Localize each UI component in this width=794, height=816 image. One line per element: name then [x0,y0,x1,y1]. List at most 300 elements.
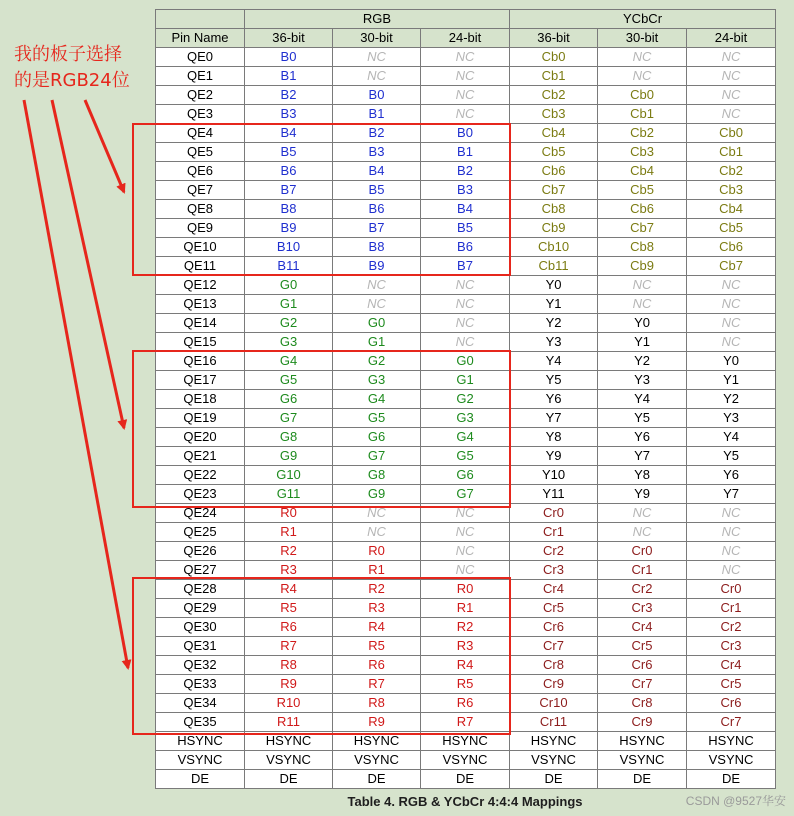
cell-rgb-30bit: R9 [333,713,421,732]
cell-ycbcr-30bit: VSYNC [598,751,687,770]
cell-rgb-36bit: DE [245,770,333,789]
table-row [156,238,776,257]
cell-ycbcr-36bit: Cb9 [510,219,598,238]
table-row [156,656,776,675]
cell-rgb-36bit: B8 [245,200,333,219]
cell-ycbcr-30bit: NC [598,48,687,67]
cell-rgb-24bit: G0 [421,352,510,371]
cell-rgb-30bit: G1 [333,333,421,352]
cell-rgb-36bit: B9 [245,219,333,238]
table-row [156,67,776,86]
table-row [156,618,776,637]
cell-rgb-36bit: G9 [245,447,333,466]
table-row [156,257,776,276]
cell-rgb-30bit: G3 [333,371,421,390]
cell-rgb-30bit: G8 [333,466,421,485]
cell-rgb-24bit: NC [421,295,510,314]
cell-rgb-24bit: B6 [421,238,510,257]
cell-ycbcr-30bit: HSYNC [598,732,687,751]
cell-ycbcr-30bit: Cr2 [598,580,687,599]
cell-rgb-30bit: R8 [333,694,421,713]
cell-rgb-30bit: R0 [333,542,421,561]
cell-rgb-36bit: B7 [245,181,333,200]
cell-rgb-24bit: G3 [421,409,510,428]
cell-rgb-24bit: R3 [421,637,510,656]
table-row [156,466,776,485]
cell-rgb-30bit: NC [333,276,421,295]
cell-pin-name: QE13 [156,295,245,314]
cell-ycbcr-36bit: Y8 [510,428,598,447]
cell-rgb-30bit: R5 [333,637,421,656]
cell-rgb-36bit: R3 [245,561,333,580]
cell-ycbcr-24bit: Cr5 [687,675,776,694]
cell-ycbcr-36bit: Y3 [510,333,598,352]
cell-rgb-24bit: B4 [421,200,510,219]
cell-pin-name: QE20 [156,428,245,447]
cell-rgb-24bit: R2 [421,618,510,637]
cell-ycbcr-30bit: Y7 [598,447,687,466]
cell-rgb-36bit: G11 [245,485,333,504]
table-row [156,181,776,200]
cell-rgb-36bit: G1 [245,295,333,314]
cell-rgb-30bit: DE [333,770,421,789]
cell-rgb-30bit: B1 [333,105,421,124]
cell-rgb-36bit: B1 [245,67,333,86]
cell-rgb-36bit: G6 [245,390,333,409]
cell-rgb-24bit: NC [421,333,510,352]
cell-pin-name: QE10 [156,238,245,257]
cell-rgb-30bit: NC [333,48,421,67]
table-row [156,770,776,789]
cell-rgb-30bit: B5 [333,181,421,200]
cell-ycbcr-36bit: Y9 [510,447,598,466]
cell-ycbcr-36bit: Y1 [510,295,598,314]
cell-rgb-24bit: DE [421,770,510,789]
cell-rgb-30bit: G2 [333,352,421,371]
cell-rgb-24bit: G5 [421,447,510,466]
cell-rgb-30bit: HSYNC [333,732,421,751]
cell-pin-name: QE16 [156,352,245,371]
cell-rgb-30bit: G4 [333,390,421,409]
cell-rgb-36bit: R9 [245,675,333,694]
cell-pin-name: QE27 [156,561,245,580]
cell-ycbcr-24bit: NC [687,48,776,67]
cell-rgb-36bit: G5 [245,371,333,390]
cell-rgb-24bit: B1 [421,143,510,162]
cell-ycbcr-24bit: Cr2 [687,618,776,637]
cell-rgb-24bit: NC [421,542,510,561]
cell-ycbcr-24bit: Y4 [687,428,776,447]
cell-rgb-36bit: R7 [245,637,333,656]
cell-rgb-36bit: G4 [245,352,333,371]
cell-ycbcr-24bit: NC [687,523,776,542]
cell-pin-name: QE33 [156,675,245,694]
cell-ycbcr-24bit: VSYNC [687,751,776,770]
table-row [156,580,776,599]
cell-rgb-36bit: B4 [245,124,333,143]
pin-mapping-table [155,9,776,789]
cell-ycbcr-36bit: HSYNC [510,732,598,751]
cell-ycbcr-24bit: NC [687,314,776,333]
cell-ycbcr-36bit: Cr6 [510,618,598,637]
table-row [156,143,776,162]
cell-ycbcr-30bit: NC [598,523,687,542]
cell-ycbcr-30bit: Cr5 [598,637,687,656]
cell-rgb-30bit: NC [333,504,421,523]
cell-ycbcr-36bit: Cr8 [510,656,598,675]
cell-ycbcr-30bit: NC [598,504,687,523]
cell-ycbcr-24bit: Cr6 [687,694,776,713]
cell-rgb-36bit: B5 [245,143,333,162]
cell-ycbcr-30bit: Y8 [598,466,687,485]
cell-ycbcr-24bit: Cb2 [687,162,776,181]
table-caption: Table 4. RGB & YCbCr 4:4:4 Mappings [347,794,583,809]
cell-ycbcr-30bit: DE [598,770,687,789]
cell-rgb-30bit: VSYNC [333,751,421,770]
cell-rgb-24bit: NC [421,105,510,124]
arrow-to-red-box [24,100,128,668]
table-row [156,86,776,105]
cell-rgb-30bit: G9 [333,485,421,504]
cell-rgb-36bit: R11 [245,713,333,732]
cell-ycbcr-36bit: Cr0 [510,504,598,523]
cell-ycbcr-30bit: Cb6 [598,200,687,219]
cell-rgb-36bit: G8 [245,428,333,447]
cell-rgb-24bit: R6 [421,694,510,713]
cell-ycbcr-36bit: Cr10 [510,694,598,713]
cell-rgb-24bit: B2 [421,162,510,181]
cell-rgb-36bit: R6 [245,618,333,637]
cell-pin-name: DE [156,770,245,789]
arrow-to-blue-box [85,100,124,192]
cell-ycbcr-24bit: NC [687,542,776,561]
cell-ycbcr-30bit: Y0 [598,314,687,333]
cell-ycbcr-24bit: NC [687,295,776,314]
cell-ycbcr-30bit: Y3 [598,371,687,390]
cell-ycbcr-30bit: Cb4 [598,162,687,181]
cell-pin-name: QE15 [156,333,245,352]
cell-ycbcr-36bit: Cr3 [510,561,598,580]
cell-pin-name: QE18 [156,390,245,409]
cell-ycbcr-30bit: NC [598,67,687,86]
table-row [156,200,776,219]
cell-rgb-24bit: NC [421,276,510,295]
cell-ycbcr-30bit: NC [598,295,687,314]
cell-rgb-36bit: G10 [245,466,333,485]
column-header-ycbcr-24bit: 24-bit [687,29,776,48]
cell-pin-name: QE30 [156,618,245,637]
cell-ycbcr-30bit: Cb0 [598,86,687,105]
cell-pin-name: QE2 [156,86,245,105]
cell-pin-name: QE35 [156,713,245,732]
cell-ycbcr-24bit: Cr1 [687,599,776,618]
cell-ycbcr-36bit: Cb10 [510,238,598,257]
cell-ycbcr-24bit: NC [687,105,776,124]
cell-ycbcr-30bit: Y4 [598,390,687,409]
cell-ycbcr-24bit: NC [687,67,776,86]
cell-pin-name: QE9 [156,219,245,238]
cell-pin-name: QE32 [156,656,245,675]
cell-rgb-24bit: G4 [421,428,510,447]
cell-rgb-36bit: R2 [245,542,333,561]
watermark: CSDN @9527华安 [685,794,786,808]
cell-rgb-24bit: R4 [421,656,510,675]
cell-rgb-30bit: B8 [333,238,421,257]
cell-rgb-30bit: G5 [333,409,421,428]
cell-ycbcr-24bit: Cb7 [687,257,776,276]
cell-rgb-36bit: B0 [245,48,333,67]
cell-rgb-36bit: R5 [245,599,333,618]
cell-ycbcr-24bit: NC [687,276,776,295]
table-row [156,599,776,618]
cell-rgb-30bit: B7 [333,219,421,238]
cell-ycbcr-30bit: Y1 [598,333,687,352]
cell-ycbcr-24bit: Y6 [687,466,776,485]
table-row [156,561,776,580]
cell-pin-name: QE14 [156,314,245,333]
cell-rgb-24bit: NC [421,523,510,542]
cell-ycbcr-36bit: Y10 [510,466,598,485]
cell-rgb-36bit: B6 [245,162,333,181]
table-row [156,542,776,561]
table-row [156,637,776,656]
table-row [156,333,776,352]
cell-rgb-30bit: B4 [333,162,421,181]
table-row [156,485,776,504]
cell-rgb-36bit: G7 [245,409,333,428]
cell-ycbcr-24bit: HSYNC [687,732,776,751]
cell-rgb-24bit: G6 [421,466,510,485]
cell-ycbcr-36bit: Cb5 [510,143,598,162]
cell-rgb-24bit: NC [421,504,510,523]
table-row [156,295,776,314]
cell-ycbcr-24bit: Cb3 [687,181,776,200]
cell-rgb-36bit: HSYNC [245,732,333,751]
cell-pin-name: QE25 [156,523,245,542]
cell-ycbcr-24bit: Cr0 [687,580,776,599]
cell-ycbcr-30bit: Cr3 [598,599,687,618]
cell-ycbcr-36bit: Cr4 [510,580,598,599]
table-row [156,447,776,466]
cell-ycbcr-36bit: Cb4 [510,124,598,143]
cell-ycbcr-30bit: Cb8 [598,238,687,257]
table-row [156,732,776,751]
table-body [156,48,776,789]
cell-rgb-30bit: R4 [333,618,421,637]
cell-ycbcr-36bit: Y0 [510,276,598,295]
cell-ycbcr-36bit: Cr7 [510,637,598,656]
cell-rgb-36bit: G3 [245,333,333,352]
cell-rgb-24bit: R1 [421,599,510,618]
column-header-rgb-24bit: 24-bit [421,29,510,48]
table-row [156,390,776,409]
cell-pin-name: QE1 [156,67,245,86]
cell-pin-name: QE6 [156,162,245,181]
cell-ycbcr-36bit: Y4 [510,352,598,371]
cell-ycbcr-24bit: Cb0 [687,124,776,143]
cell-ycbcr-36bit: Cb3 [510,105,598,124]
cell-ycbcr-36bit: DE [510,770,598,789]
cell-ycbcr-36bit: Y5 [510,371,598,390]
table-row [156,48,776,67]
cell-rgb-30bit: B3 [333,143,421,162]
cell-ycbcr-30bit: Y9 [598,485,687,504]
cell-ycbcr-24bit: DE [687,770,776,789]
cell-pin-name: QE4 [156,124,245,143]
cell-ycbcr-36bit: Cr1 [510,523,598,542]
table-row [156,276,776,295]
annotation-line-1: 我的板子选择 [14,44,122,65]
cell-rgb-30bit: B6 [333,200,421,219]
cell-rgb-24bit: NC [421,86,510,105]
cell-rgb-24bit: NC [421,48,510,67]
cell-rgb-36bit: VSYNC [245,751,333,770]
cell-pin-name: QE3 [156,105,245,124]
cell-rgb-36bit: R4 [245,580,333,599]
cell-rgb-30bit: G6 [333,428,421,447]
cell-rgb-36bit: B11 [245,257,333,276]
cell-ycbcr-36bit: Cb2 [510,86,598,105]
cell-ycbcr-30bit: Cr6 [598,656,687,675]
cell-rgb-30bit: R6 [333,656,421,675]
cell-pin-name: QE24 [156,504,245,523]
cell-rgb-30bit: R1 [333,561,421,580]
cell-rgb-24bit: G2 [421,390,510,409]
table-row [156,751,776,770]
cell-ycbcr-36bit: Cr5 [510,599,598,618]
cell-rgb-24bit: R0 [421,580,510,599]
cell-ycbcr-36bit: Cr2 [510,542,598,561]
cell-ycbcr-24bit: NC [687,86,776,105]
cell-ycbcr-36bit: Y7 [510,409,598,428]
table-row [156,371,776,390]
cell-ycbcr-24bit: Y1 [687,371,776,390]
cell-ycbcr-36bit: Cb6 [510,162,598,181]
cell-ycbcr-36bit: Cb1 [510,67,598,86]
cell-rgb-36bit: G2 [245,314,333,333]
cell-ycbcr-30bit: Cb2 [598,124,687,143]
cell-pin-name: QE34 [156,694,245,713]
cell-rgb-36bit: G0 [245,276,333,295]
table-row [156,219,776,238]
cell-pin-name: QE23 [156,485,245,504]
column-header-ycbcr-36bit: 36-bit [510,29,598,48]
cell-ycbcr-30bit: Cb3 [598,143,687,162]
column-header-rgb-30bit: 30-bit [333,29,421,48]
cell-rgb-24bit: HSYNC [421,732,510,751]
cell-rgb-24bit: B3 [421,181,510,200]
cell-pin-name: QE26 [156,542,245,561]
header-blank-cell [156,10,245,29]
cell-pin-name: QE21 [156,447,245,466]
cell-ycbcr-36bit: Cb7 [510,181,598,200]
cell-ycbcr-30bit: Cr8 [598,694,687,713]
table-row [156,694,776,713]
cell-ycbcr-36bit: Y6 [510,390,598,409]
cell-pin-name: QE12 [156,276,245,295]
group-header-rgb: RGB [245,10,510,29]
table-row [156,124,776,143]
cell-pin-name: QE31 [156,637,245,656]
cell-ycbcr-30bit: Cr7 [598,675,687,694]
cell-pin-name: HSYNC [156,732,245,751]
cell-ycbcr-24bit: Y2 [687,390,776,409]
cell-rgb-24bit: G7 [421,485,510,504]
cell-ycbcr-24bit: Cb1 [687,143,776,162]
cell-ycbcr-24bit: Cb4 [687,200,776,219]
table-row [156,675,776,694]
cell-pin-name: QE11 [156,257,245,276]
cell-ycbcr-30bit: Cr0 [598,542,687,561]
cell-ycbcr-30bit: Cr1 [598,561,687,580]
cell-rgb-24bit: NC [421,561,510,580]
cell-ycbcr-30bit: Cr9 [598,713,687,732]
cell-pin-name: QE29 [156,599,245,618]
cell-rgb-24bit: NC [421,314,510,333]
cell-ycbcr-30bit: Cb7 [598,219,687,238]
table-row [156,504,776,523]
cell-ycbcr-30bit: Cb1 [598,105,687,124]
table-header [156,10,776,48]
cell-pin-name: QE8 [156,200,245,219]
cell-rgb-24bit: R5 [421,675,510,694]
annotation-line-2: 的是RGB24位 [14,70,130,91]
cell-pin-name: QE19 [156,409,245,428]
cell-rgb-30bit: NC [333,523,421,542]
cell-rgb-30bit: R2 [333,580,421,599]
cell-ycbcr-30bit: Y2 [598,352,687,371]
cell-ycbcr-24bit: NC [687,333,776,352]
column-header-row [156,29,776,48]
cell-ycbcr-36bit: Cb11 [510,257,598,276]
cell-ycbcr-30bit: Y6 [598,428,687,447]
cell-rgb-24bit: G1 [421,371,510,390]
cell-ycbcr-30bit: Cr4 [598,618,687,637]
group-header-ycbcr: YCbCr [510,10,776,29]
cell-rgb-24bit: B7 [421,257,510,276]
cell-ycbcr-24bit: NC [687,561,776,580]
cell-rgb-36bit: R8 [245,656,333,675]
cell-rgb-36bit: B3 [245,105,333,124]
cell-pin-name: QE5 [156,143,245,162]
cell-ycbcr-24bit: Cr7 [687,713,776,732]
cell-rgb-30bit: G0 [333,314,421,333]
cell-ycbcr-24bit: NC [687,504,776,523]
cell-pin-name: QE28 [156,580,245,599]
cell-ycbcr-24bit: Cr3 [687,637,776,656]
cell-ycbcr-30bit: Cb5 [598,181,687,200]
cell-rgb-24bit: B5 [421,219,510,238]
cell-rgb-30bit: B2 [333,124,421,143]
cell-rgb-30bit: B0 [333,86,421,105]
column-header-rgb-36bit: 36-bit [245,29,333,48]
cell-ycbcr-36bit: Y11 [510,485,598,504]
column-header-pin-name: Pin Name [156,29,245,48]
table-row [156,105,776,124]
cell-ycbcr-24bit: Y7 [687,485,776,504]
cell-rgb-36bit: R1 [245,523,333,542]
cell-rgb-24bit: R7 [421,713,510,732]
column-header-ycbcr-30bit: 30-bit [598,29,687,48]
cell-rgb-36bit: R10 [245,694,333,713]
cell-pin-name: QE0 [156,48,245,67]
cell-ycbcr-36bit: VSYNC [510,751,598,770]
table-row [156,409,776,428]
cell-ycbcr-24bit: Y0 [687,352,776,371]
cell-rgb-24bit: NC [421,67,510,86]
table-row [156,162,776,181]
cell-ycbcr-24bit: Cb6 [687,238,776,257]
